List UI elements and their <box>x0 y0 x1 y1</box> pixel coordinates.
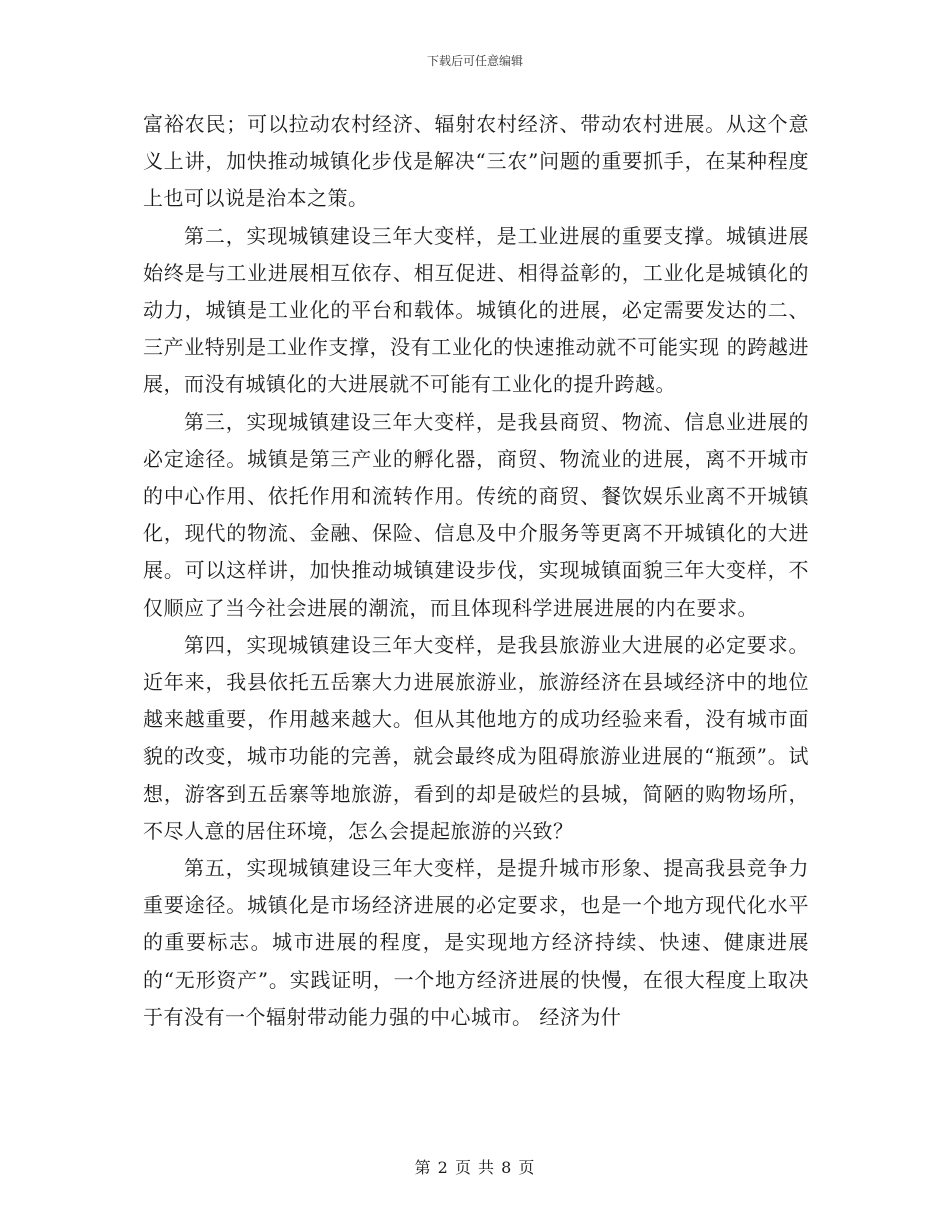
paragraph-third: 第三，实现城镇建设三年大变样，是我县商贸、物流、信息业进展的必定途径。城镇是第三产业的孵化器，商贸、物流业的进展，离不开城市的中心作用、依托作用和流转作用。传统的商贸、餐饮娱乐业离不开城镇化，现代的物流、金融、保险、信息及中介服务等更离不开城镇化的大进展。可以这样讲，加快推动城镇建设步伐，实现城镇面貌三年大变样，不仅顺应了当今社会进展的潮流，而且体现科学进展进展的内在要求。 <box>143 409 809 620</box>
document-body <box>143 106 809 1036</box>
paragraph-fifth: 第五，实现城镇建设三年大变样，是提升城市形象、提高我县竞争力重要途径。城镇化是市场经济进展的必定要求，也是一个地方现代化水平的重要标志。城市进展的程度，是实现地方经济持续、快速、健康进展的“无形资产”。实践证明，一个地方经济进展的快慢，在很大程度上取决于有没有一个辐射带动能力强的中心城市。 经济为什 <box>143 856 809 1029</box>
page-header: 下载后可任意编辑 <box>426 54 523 68</box>
paragraph-fourth: 第四，实现城镇建设三年大变样，是我县旅游业大进展的必定要求。近年来，我县依托五岳寨大力进展旅游业，旅游经济在县域经济中的地位越来越重要，作用越来越大。但从其他地方的成功经验来看，没有城市面貌的改变，城市功能的完善，就会最终成为阻碍旅游业进展的“瓶颈”。试想，游客到五岳寨等地旅游，看到的却是破烂的县城，简陋的购物场所，不尽人意的居住环境，怎么会提起旅游的兴致？ <box>143 632 809 843</box>
page-footer: 第 2 页 共 8 页 <box>414 1158 536 1177</box>
paragraph-continuation: 富裕农民；可以拉动农村经济、辐射农村经济、带动农村进展。从这个意义上讲，加快推动城镇化步伐是解决“三农”问题的重要抓手，在某种程度上也可以说是治本之策。 <box>143 112 809 211</box>
paragraph-second: 第二，实现城镇建设三年大变样，是工业进展的重要支撑。城镇进展始终是与工业进展相互依存、相互促进、相得益彰的，工业化是城镇化的动力，城镇是工业化的平台和载体。城镇化的进展，必定需要发达的二、三产业特别是工业作支撑，没有工业化的快速推动就不可能实现 的跨越进展，而没有城镇化的大进展就不可能有工业化的提升跨越。 <box>143 223 809 397</box>
